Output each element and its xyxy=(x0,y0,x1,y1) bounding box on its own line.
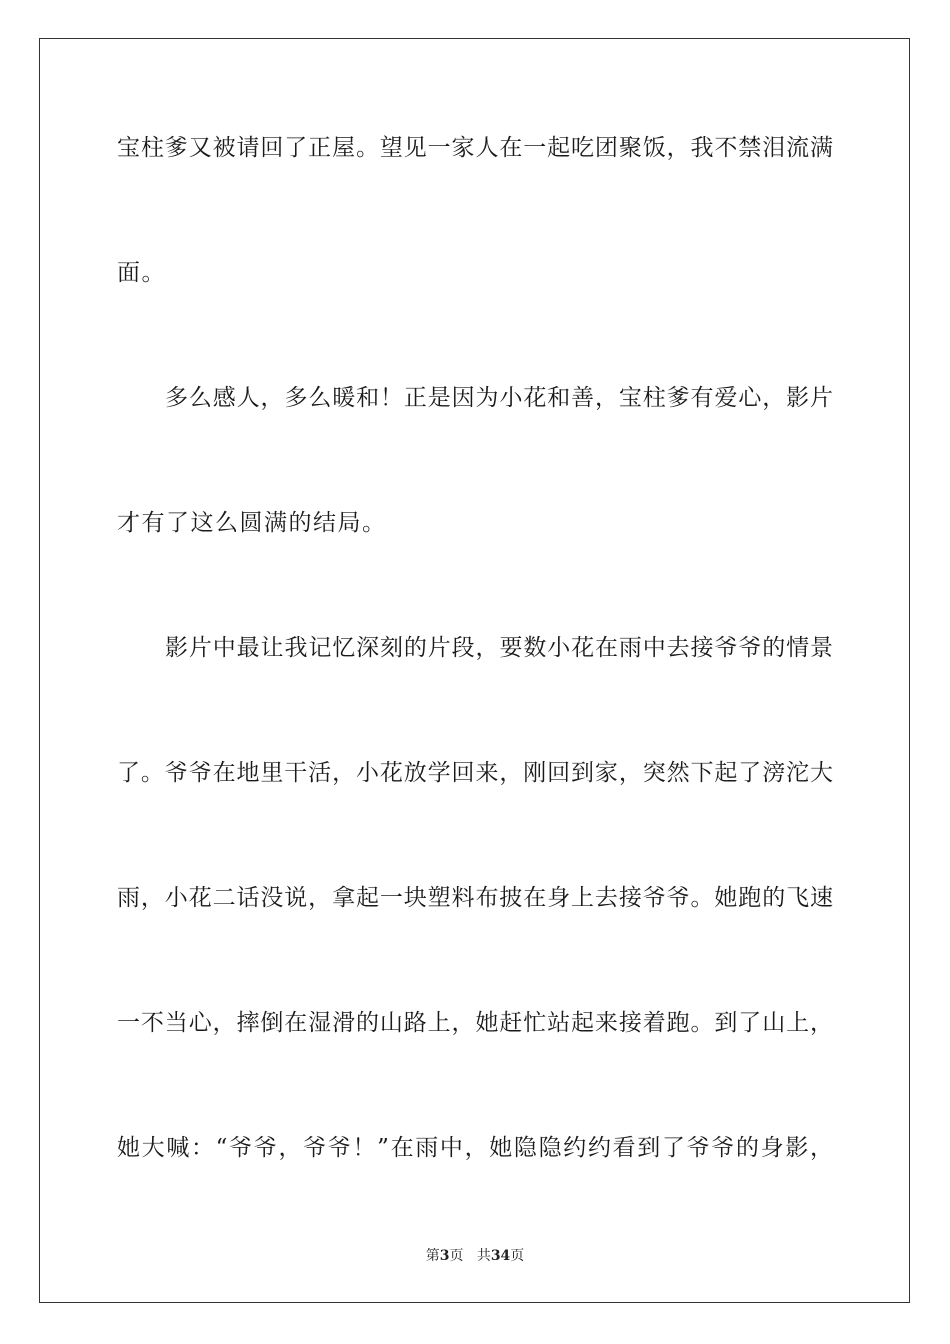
paragraph-line-3: 多么感人，多么暖和！正是因为小花和善，宝柱爹有爱心，影片 xyxy=(165,385,833,411)
total-prefix: 共 xyxy=(476,1248,491,1264)
total-pages: 34 xyxy=(490,1248,511,1264)
total-suffix: 页 xyxy=(510,1248,525,1264)
paragraph-line-4: 才有了这么圆满的结局。 xyxy=(117,510,387,536)
paragraph-line-6: 了。爷爷在地里干活，小花放学回来，刚回到家，突然下起了滂沱大 xyxy=(117,760,833,786)
paragraph-line-2: 面。 xyxy=(117,260,166,286)
page-footer xyxy=(0,1246,950,1266)
page-border xyxy=(39,38,910,1303)
page-suffix: 页 xyxy=(449,1248,464,1264)
page-number: 3 xyxy=(439,1248,450,1264)
paragraph-line-9: 她大喊：“爷爷，爷爷！”在雨中，她隐隐约约看到了爷爷的身影， xyxy=(117,1135,833,1161)
paragraph-line-7: 雨，小花二话没说，拿起一块塑料布披在身上去接爷爷。她跑的飞速 xyxy=(117,885,833,911)
paragraph-line-8: 一不当心，摔倒在湿滑的山路上，她赶忙站起来接着跑。到了山上， xyxy=(117,1010,833,1036)
paragraph-line-5: 影片中最让我记忆深刻的片段，要数小花在雨中去接爷爷的情景 xyxy=(165,635,833,661)
page-prefix: 第 xyxy=(425,1248,440,1264)
paragraph-line-1: 宝柱爹又被请回了正屋。望见一家人在一起吃团聚饭，我不禁泪流满 xyxy=(117,135,833,161)
